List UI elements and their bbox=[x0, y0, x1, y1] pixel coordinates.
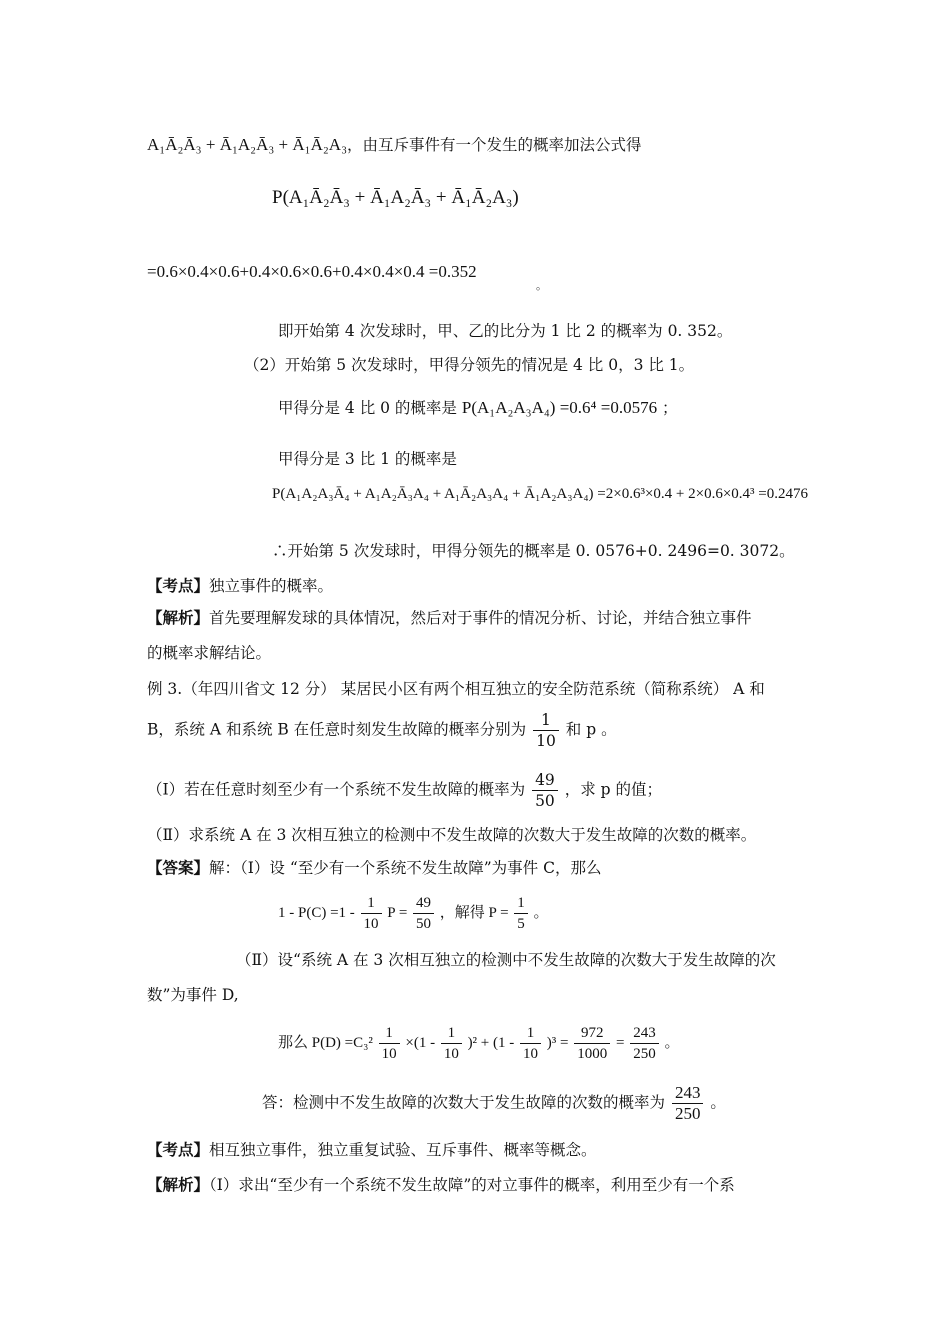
text: ，由互斥事件有一个发生的概率加法公式得 bbox=[347, 136, 642, 154]
answer-2-setup-cont: 数”为事件 D, bbox=[147, 986, 239, 1004]
period-mark: 。 bbox=[536, 279, 547, 292]
tag-jiexi: 【解析】 bbox=[147, 1175, 210, 1194]
tag-kaodian: 【考点】 bbox=[147, 576, 210, 595]
fraction: $\frac{1}{10}$ bbox=[533, 710, 559, 751]
answer-1-formula: 1 - P(C) =1 - $\frac{1}{10}$ P = $\frac{49}{50}$ ，解得 P = $\frac{1}{5}$ 。 bbox=[278, 895, 549, 932]
text: 答：检测中不发生故障的次数大于发生故障的次数的概率为 bbox=[262, 1093, 666, 1112]
example-3-heading: 例 3.（年四川省文 12 分） 某居民小区有两个相互独立的安全防范系统（简称系统） A 和 bbox=[147, 680, 765, 698]
formula-line-1 bbox=[147, 135, 642, 155]
tag-daan: 【答案】 bbox=[147, 858, 210, 877]
fraction: $\frac{243}{250}$ bbox=[672, 1083, 704, 1124]
answer-2-setup: （Ⅱ）设“系统 A 在 3 次相互独立的检测中不发生故障的次数大于发生故障的次 bbox=[236, 951, 776, 969]
jiexi-1-cont: 的概率求解结论。 bbox=[147, 644, 272, 662]
example-3-prob bbox=[147, 710, 617, 751]
kaodian-2 bbox=[147, 1140, 597, 1160]
answer-2-formula: 那么 P(D) =C₃² $\frac{1}{10}$ ×(1 - $\frac{1}{10}$ )² + (1 - $\frac{1}{10}$ )³ = $\frac{972}{1000}$ = $\frac{243}{250}$ 。 bbox=[278, 1025, 680, 1062]
calc-line bbox=[147, 262, 477, 282]
question-2: （Ⅱ）求系统 A 在 3 次相互独立的检测中不发生故障的次数大于发生故障的次数的概率。 bbox=[147, 826, 757, 844]
kaodian-1 bbox=[147, 576, 333, 596]
event-sum-formula: A₁Ā₂Ā₃ + Ā₁A₂Ā₃ + Ā₁Ā₂A₃ bbox=[147, 135, 348, 154]
prob-4-0-formula: P(A₁A₂A₃A₄) =0.6⁴ =0.0576 bbox=[461, 398, 658, 417]
probability-formula: P(A₁Ā₂Ā₃ + Ā₁A₂Ā₃ + Ā₁Ā₂A₃) bbox=[272, 187, 519, 208]
final-answer bbox=[262, 1083, 726, 1124]
question-1 bbox=[147, 770, 662, 811]
text: 解：（Ⅰ）设 “至少有一个系统不发生故障”为事件 C，那么 bbox=[209, 859, 602, 877]
text: 。 bbox=[710, 1093, 726, 1112]
text: 相互独立事件，独立重复试验、互斥事件、概率等概念。 bbox=[209, 1141, 597, 1159]
answer-line bbox=[147, 858, 601, 878]
conclusion-line: ∴开始第 5 次发球时，甲得分领先的概率是 0. 0576+0. 2496=0. 3072。 bbox=[272, 542, 795, 560]
fraction: $\frac{49}{50}$ bbox=[532, 770, 558, 811]
part-2-intro: （2）开始第 5 次发球时，甲得分领先的情况是 4 比 0，3 比 1。 bbox=[244, 356, 695, 374]
text: B，系统 A 和系统 B 在任意时刻发生故障的概率分别为 bbox=[147, 720, 527, 739]
text: 和 p 。 bbox=[565, 720, 617, 739]
calc-expression: =0.6×0.4×0.6+0.4×0.6×0.6+0.4×0.4×0.4 =0.352 bbox=[147, 262, 477, 281]
text: ； bbox=[662, 399, 678, 417]
jiexi-1 bbox=[147, 608, 752, 628]
prob-4-0-line bbox=[278, 398, 678, 418]
text: 独立事件的概率。 bbox=[209, 577, 334, 595]
result-sentence: 即开始第 4 次发球时，甲、乙的比分为 1 比 2 的概率为 0. 352。 bbox=[278, 322, 733, 340]
text: （Ⅰ）若在任意时刻至少有一个系统不发生故障的概率为 bbox=[147, 780, 526, 799]
jiexi-2 bbox=[147, 1175, 735, 1195]
prob-3-1-formula: P(A₁A₂A₃Ā₄ + A₁A₂Ā₃A₄ + A₁Ā₂A₃A₄ + Ā₁A₂A₃A₄) =2×0.6³×0.4 + 2×0.6×0.4³ =0.2476 bbox=[272, 486, 809, 502]
text: 甲得分是 4 比 0 的概率是 bbox=[278, 399, 457, 417]
text: 首先要理解发球的具体情况，然后对于事件的情况分析、讨论，并结合独立事件 bbox=[209, 609, 752, 627]
text: ，求 p 的值； bbox=[564, 780, 663, 799]
tag-jiexi: 【解析】 bbox=[147, 608, 210, 627]
text: （Ⅰ）求出“至少有一个系统不发生故障”的对立事件的概率，利用至少有一个系 bbox=[209, 1176, 735, 1194]
prob-3-1-label: 甲得分是 3 比 1 的概率是 bbox=[278, 450, 457, 468]
tag-kaodian: 【考点】 bbox=[147, 1140, 210, 1159]
